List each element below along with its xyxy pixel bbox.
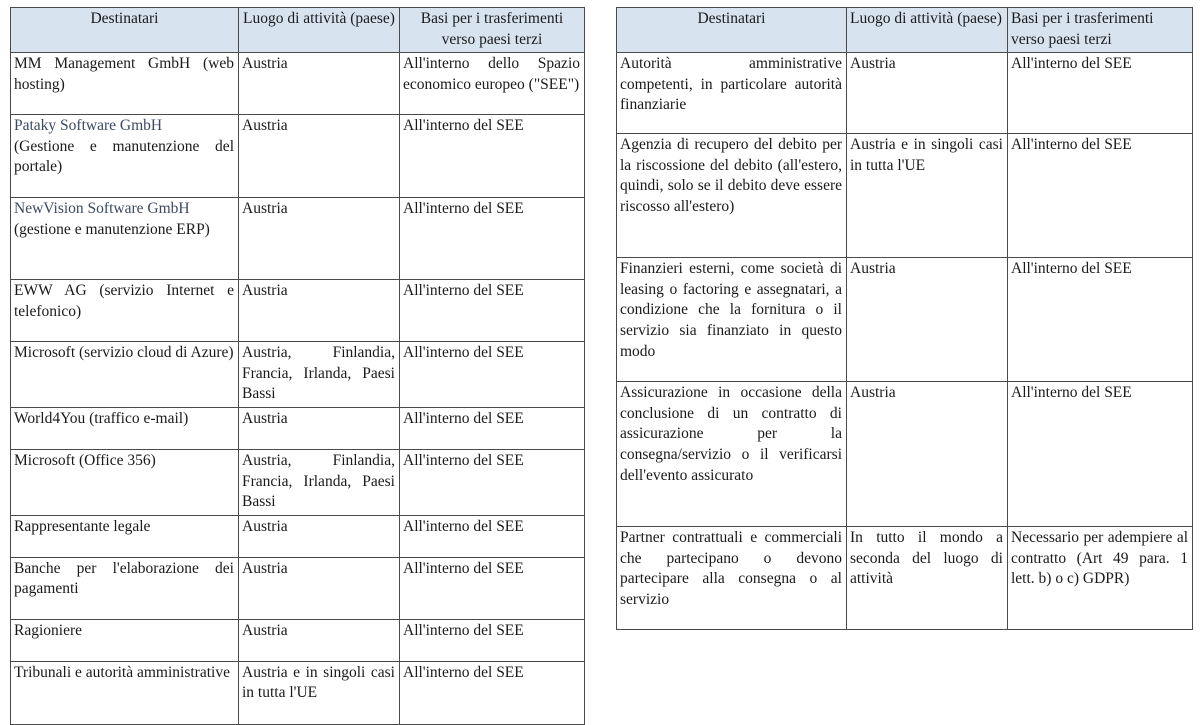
cell-recipient: Microsoft (Office 356) [11, 449, 239, 515]
cell-location: In tutto il mondo a seconda del luogo di attività [847, 527, 1008, 630]
cell-recipient: Assicurazione in occasione della conclusione di un contratto di assicurazione per la consegna/servizio o il verificarsi dell'evento assicurato [617, 382, 847, 527]
cell-basis: All'interno dello Spazio economico europeo ("SEE") [400, 53, 585, 115]
cell-recipient: World4You (traffico e-mail) [11, 407, 239, 449]
cell-recipient [11, 115, 239, 198]
cell-recipient: Microsoft (servizio cloud di Azure) [11, 342, 239, 408]
cell-recipient: Ragioniere [11, 619, 239, 661]
table-row [11, 115, 585, 198]
cell-recipient: Agenzia di recupero del debito per la riscossione del debito (all'estero, quindi, solo se il debito deve essere riscosso all'estero) [617, 134, 847, 258]
table-row [11, 449, 585, 515]
header-row [11, 8, 585, 53]
cell-location: Austria [239, 557, 400, 619]
cell-location: Austria, Finlandia, Francia, Irlanda, Paesi Bassi [239, 449, 400, 515]
cell-recipient: Finanzieri esterni, come società di leasing o factoring e assegnatari, a condizione che la fornitura o il servizio sia finanziato in questo modo [617, 258, 847, 382]
cell-recipient: Tribunali e autorità amministrative [11, 661, 239, 724]
recipients-table-left [10, 7, 585, 725]
table-row [11, 53, 585, 115]
table-row [11, 661, 585, 724]
cell-basis: All'interno del SEE [400, 619, 585, 661]
cell-recipient: Autorità amministrative competenti, in particolare autorità finanziarie [617, 53, 847, 134]
cell-basis: All'interno del SEE [1008, 53, 1193, 134]
header-basis: Basi per i trasferimenti verso paesi terzi [1008, 8, 1193, 53]
recipient-description: (gestione e manutenzione ERP) [14, 220, 210, 238]
recipient-company-name: Pataky Software GmbH [14, 117, 163, 135]
cell-location: Austria [239, 407, 400, 449]
cell-recipient: Rappresentante legale [11, 515, 239, 557]
table-row [617, 382, 1193, 527]
cell-recipient: Banche per l'elaborazione dei pagamenti [11, 557, 239, 619]
cell-basis: All'interno del SEE [400, 515, 585, 557]
recipient-company-name: NewVision Software GmbH [14, 200, 190, 218]
cell-location: Austria [239, 280, 400, 342]
recipient-description: (Gestione e manutenzione del portale) [14, 137, 234, 176]
table-row [617, 258, 1193, 382]
table-row [617, 134, 1193, 258]
cell-basis: All'interno del SEE [400, 280, 585, 342]
cell-recipient: Partner contrattuali e commerciali che partecipano o devono partecipare alla consegna o al servizio [617, 527, 847, 630]
cell-basis: All'interno del SEE [400, 407, 585, 449]
table-row [11, 619, 585, 661]
cell-basis: All'interno del SEE [1008, 134, 1193, 258]
table-row [11, 515, 585, 557]
cell-recipient: EWW AG (servizio Internet e telefonico) [11, 280, 239, 342]
cell-basis: All'interno del SEE [400, 661, 585, 724]
cell-location: Austria e in singoli casi in tutta l'UE [239, 661, 400, 724]
cell-location: Austria [239, 198, 400, 280]
table-row [11, 342, 585, 408]
cell-location: Austria [239, 515, 400, 557]
cell-location: Austria e in singoli casi in tutta l'UE [847, 134, 1008, 258]
cell-basis: All'interno del SEE [1008, 382, 1193, 527]
cell-location: Austria [239, 53, 400, 115]
cell-location: Austria [847, 258, 1008, 382]
cell-basis: All'interno del SEE [400, 557, 585, 619]
table-row [11, 407, 585, 449]
cell-location: Austria, Finlandia, Francia, Irlanda, Paesi Bassi [239, 342, 400, 408]
header-basis: Basi per i trasferimenti verso paesi terzi [400, 8, 585, 53]
cell-location: Austria [239, 115, 400, 198]
table-row [617, 527, 1193, 630]
header-row [617, 8, 1193, 53]
cell-basis: All'interno del SEE [1008, 258, 1193, 382]
cell-basis: All'interno del SEE [400, 115, 585, 198]
table-row [11, 280, 585, 342]
cell-basis: All'interno del SEE [400, 198, 585, 280]
cell-basis: Necessario per adempiere al contratto (Art 49 para. 1 lett. b) o c) GDPR) [1008, 527, 1193, 630]
cell-location: Austria [239, 619, 400, 661]
recipients-table-right [616, 7, 1193, 630]
cell-recipient [11, 198, 239, 280]
table-row [11, 557, 585, 619]
header-location: Luogo di attività (paese) [847, 8, 1008, 53]
cell-location: Austria [847, 382, 1008, 527]
cell-basis: All'interno del SEE [400, 342, 585, 408]
header-recipients: Destinatari [11, 8, 239, 53]
table-row [617, 53, 1193, 134]
header-recipients: Destinatari [617, 8, 847, 53]
cell-location: Austria [847, 53, 1008, 134]
cell-basis: All'interno del SEE [400, 449, 585, 515]
header-location: Luogo di attività (paese) [239, 8, 400, 53]
cell-recipient: MM Management GmbH (web hosting) [11, 53, 239, 115]
table-row [11, 198, 585, 280]
